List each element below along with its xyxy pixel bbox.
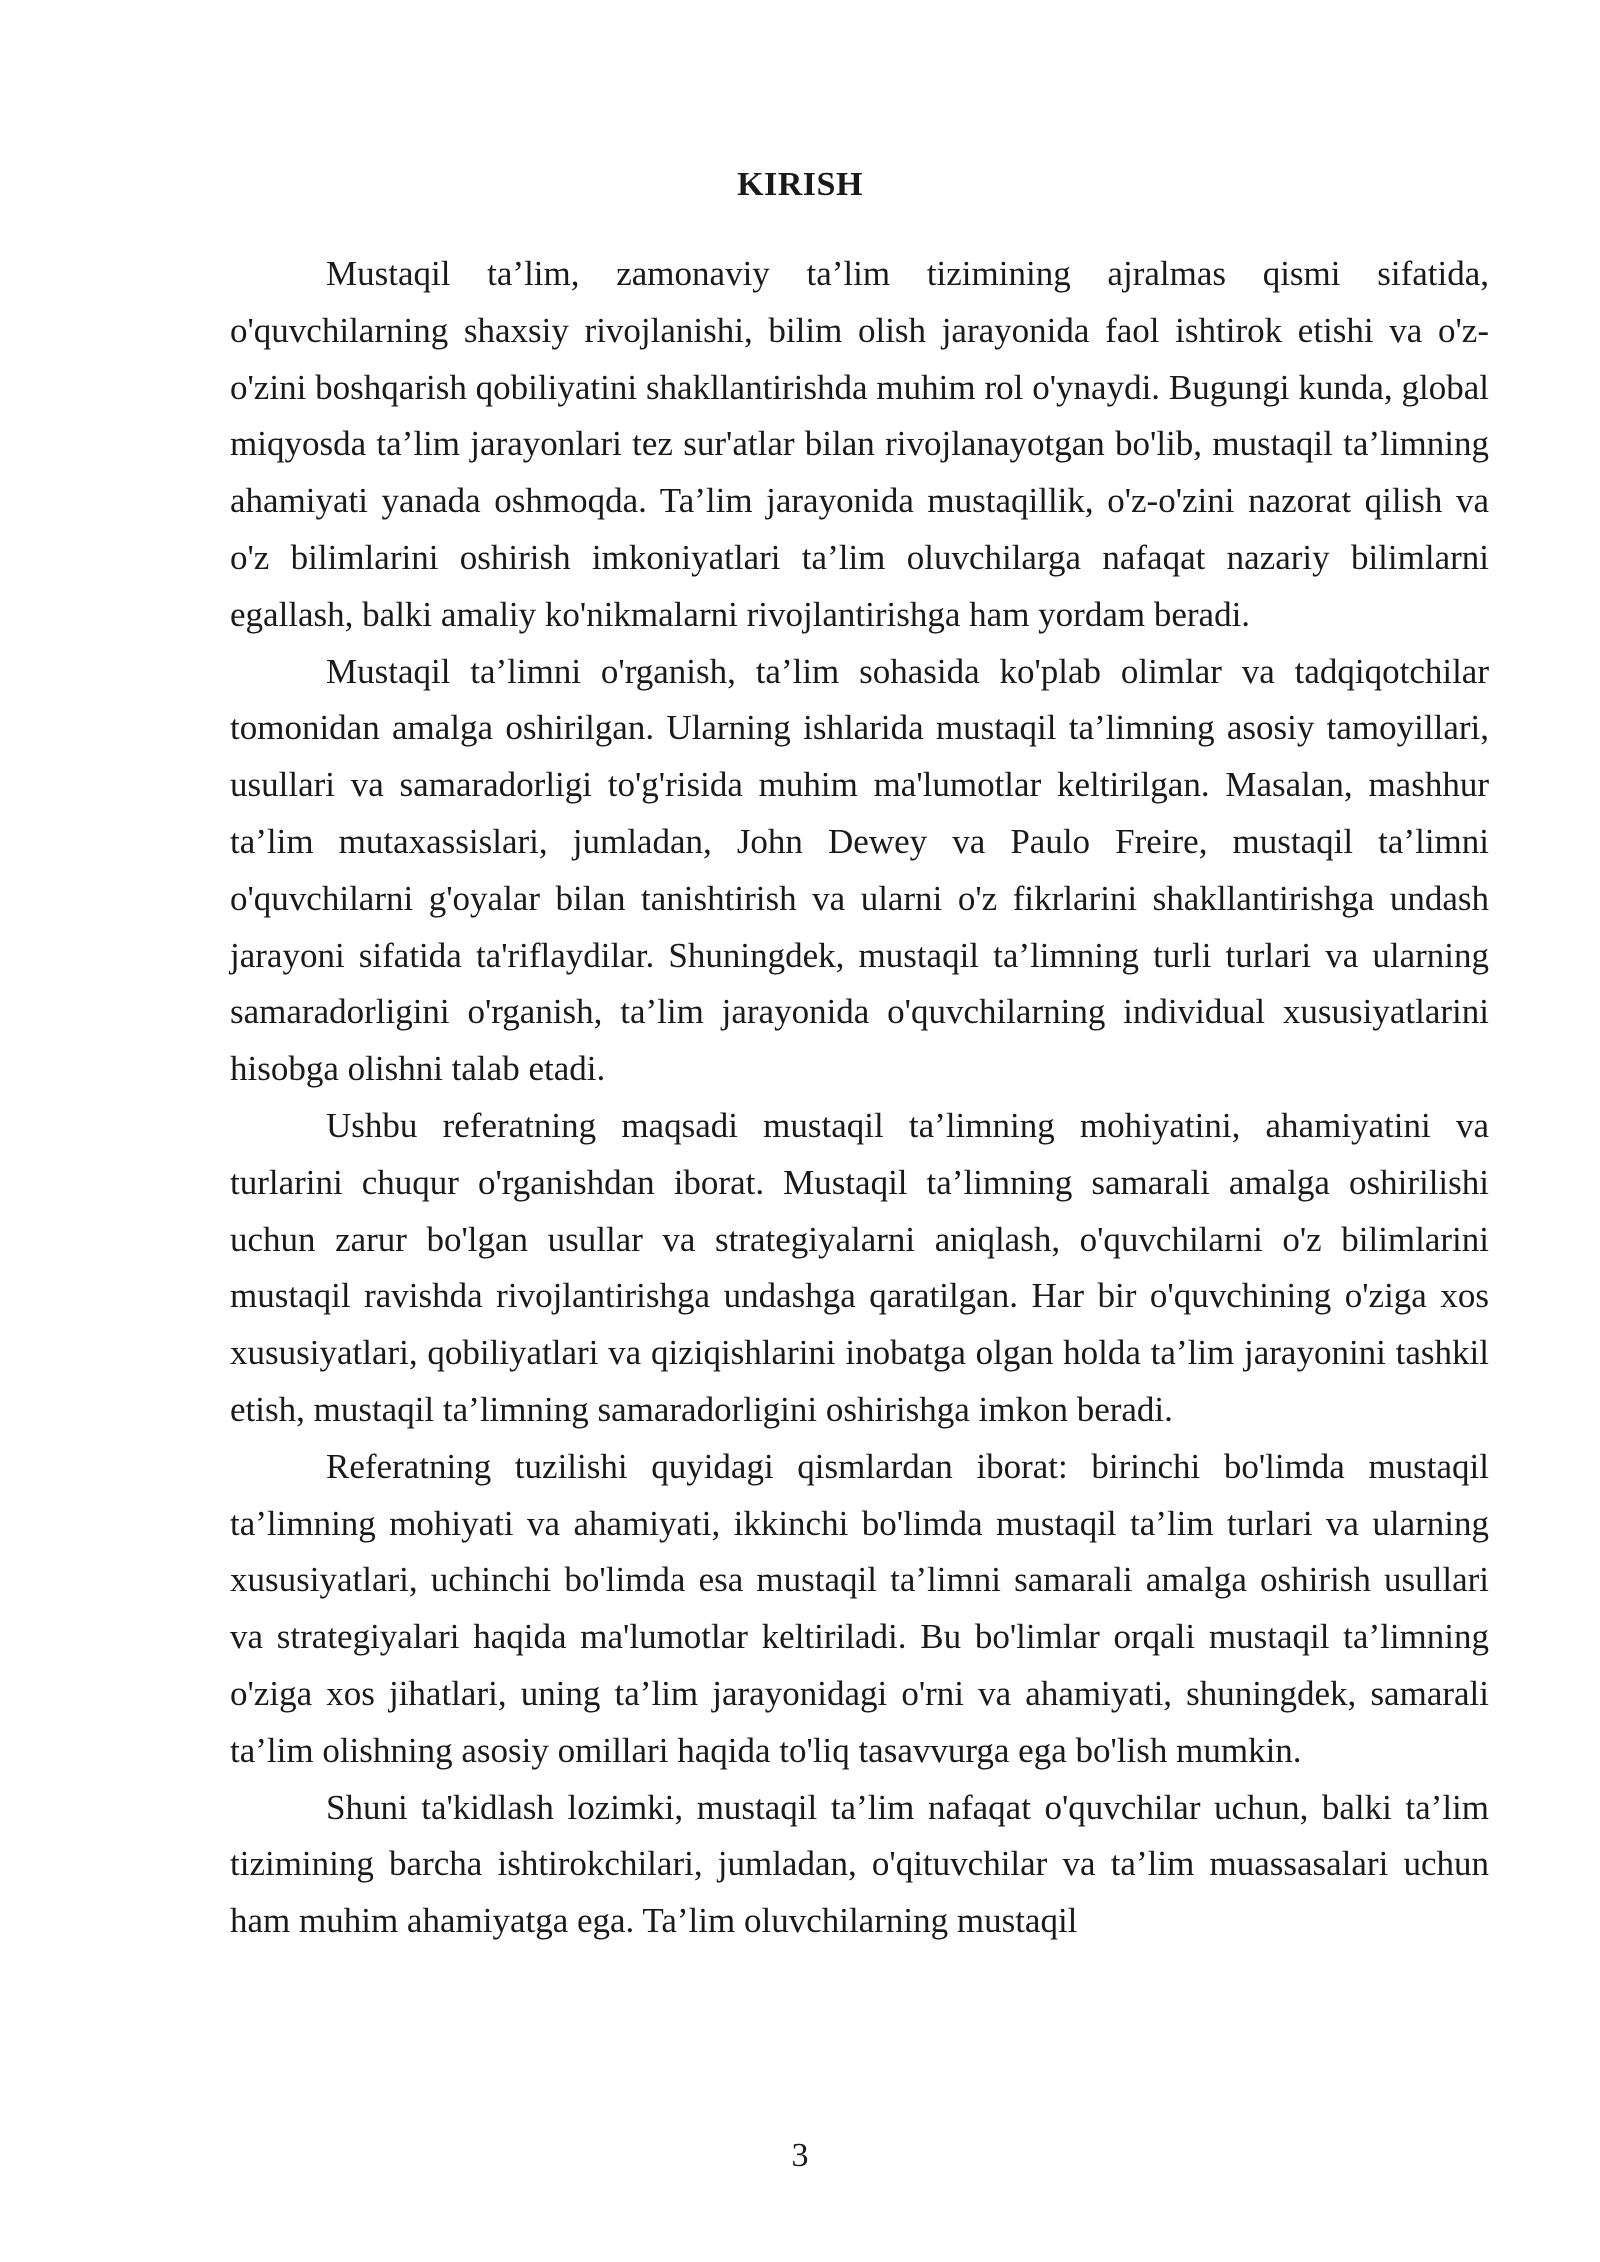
body-text	[230, 246, 1489, 1950]
paragraph: Referatning tuzilishi quyidagi qismlardan iborat: birinchi bo'limda mustaqil ta’limning mohiyati va ahamiyati, ikkinchi bo'limda mustaqil ta’lim turlari va ularning xususiyatlari, uchinchi bo'limda esa mustaqil ta’limni samarali amalga oshirish usullari va strategiyalari haqida ma'lumotlar keltiriladi. Bu bo'limlar orqali mustaqil ta’limning o'ziga xos jihatlari, uning ta’lim jarayonidagi o'rni va ahamiyati, shuningdek, samarali ta’lim olishning asosiy omillari haqida to'liq tasavvurga ega bo'lish mumkin.	[230, 1446, 1489, 1770]
page-number: 3	[791, 2137, 809, 2174]
paragraph: Ushbu referatning maqsadi mustaqil ta’limning mohiyatini, ahamiyatini va turlarini chuqur o'rganishdan iborat. Mustaqil ta’limning samarali amalga oshirilishi uchun zarur bo'lgan usullar va strategiyalarni aniqlash, o'quvchilarni o'z bilimlarini mustaqil ravishda rivojlantirishga undashga qaratilgan. Har bir o'quvchining o'ziga xos xususiyatlari, qobiliyatlari va qiziqishlarini inobatga olgan holda ta’lim jarayonini tashkil etish, mustaqil ta’limning samaradorligini oshirishga imkon beradi.	[230, 1105, 1489, 1429]
section-heading: KIRISH	[737, 166, 863, 203]
paragraph: Mustaqil ta’lim, zamonaviy ta’lim tizimining ajralmas qismi sifatida, o'quvchilarning shaxsiy rivojlanishi, bilim olish jarayonida faol ishtirok etishi va o'z-o'zini boshqarish qobiliyatini shakllantirishda muhim rol o'ynaydi. Bugungi kunda, global miqyosda ta’lim jarayonlari tez sur'atlar bilan rivojlanayotgan bo'lib, mustaqil ta’limning ahamiyati yanada oshmoqda. Ta’lim jarayonida mustaqillik, o'z-o'zini nazorat qilish va o'z bilimlarini oshirish imkoniyatlari ta’lim oluvchilarga nafaqat nazariy bilimlarni egallash, balki amaliy ko'nikmalarni rivojlantirishga ham yordam beradi.	[230, 254, 1489, 634]
paragraph: Shuni ta'kidlash lozimki, mustaqil ta’lim nafaqat o'quvchilar uchun, balki ta’lim tizimining barcha ishtirokchilari, jumladan, o'qituvchilar va ta’lim muassasalari uchun ham muhim ahamiyatga ega. Ta’lim oluvchilarning mustaqil	[230, 1787, 1489, 1941]
paragraph: Mustaqil ta’limni o'rganish, ta’lim sohasida ko'plab olimlar va tadqiqotchilar tomonidan amalga oshirilgan. Ularning ishlarida mustaqil ta’limning asosiy tamoyillari, usullari va samaradorligi to'g'risida muhim ma'lumotlar keltirilgan. Masalan, mashhur ta’lim mutaxassislari, jumladan, John Dewey va Paulo Freire, mustaqil ta’limni o'quvchilarni g'oyalar bilan tanishtirish va ularni o'z fikrlarini shakllantirishga undash jarayoni sifatida ta'riflaydilar. Shuningdek, mustaqil ta’limning turli turlari va ularning samaradorligini o'rganish, ta’lim jarayonida o'quvchilarning individual xususiyatlarini hisobga olishni talab etadi.	[230, 651, 1489, 1089]
